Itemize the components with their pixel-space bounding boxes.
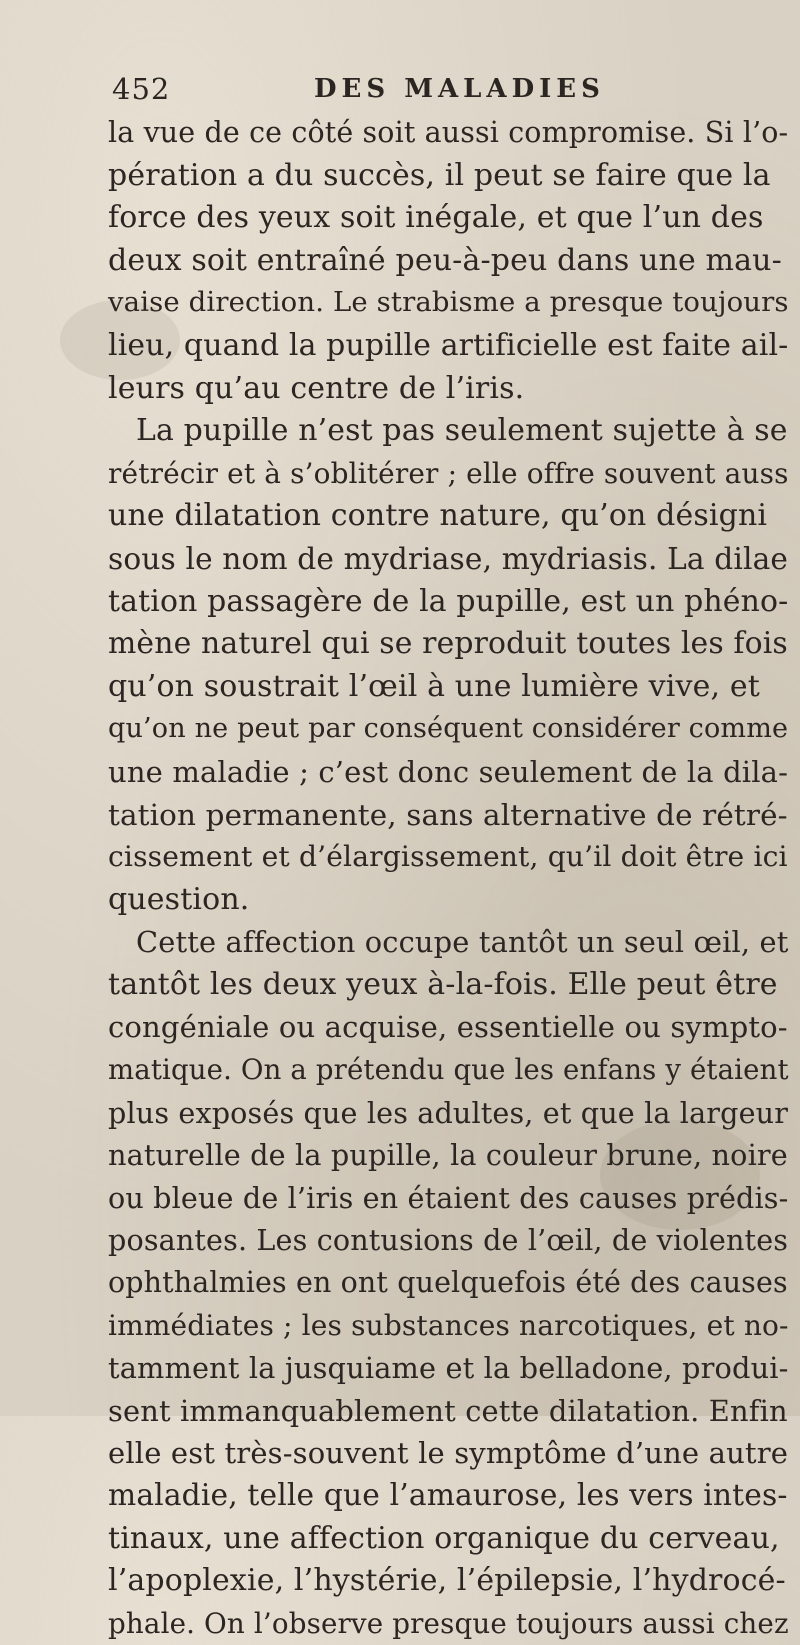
- text-line: cissement et d’élargissement, qu’il doit être ici: [108, 840, 788, 874]
- text-line: elle est très-souvent le symptôme d’une autre: [108, 1436, 789, 1471]
- text-line: force des yeux soit inégale, et que l’un des: [108, 200, 764, 236]
- text-line: matique. On a prétendu que les enfans y étaient: [108, 1054, 789, 1087]
- text-line: La pupille n’est pas seulement sujette à se: [136, 413, 788, 449]
- text-line: congéniale ou acquise, essentielle ou sympto-: [108, 1010, 788, 1045]
- text-line: une maladie ; c’est donc seulement de la dila-: [108, 754, 789, 789]
- text-line: sous le nom de mydriase, mydriasis. La dilae: [108, 541, 789, 576]
- text-line: sent immanquablement cette dilatation. Enfin: [108, 1393, 788, 1428]
- text-line: vaise direction. Le strabisme a presque toujours: [108, 287, 789, 319]
- text-line: ou bleue de l’iris en étaient des causes prédis-: [108, 1180, 789, 1215]
- text-line: la vue de ce côté soit aussi compromise. Si l’o-: [108, 116, 789, 149]
- text-line: lieu, quand la pupille artificielle est faite ail-: [108, 327, 789, 363]
- text-line: tantôt les deux yeux à-la-fois. Elle peut être: [108, 966, 778, 1002]
- running-title: DES MALADIES: [314, 74, 605, 104]
- text-line: leurs qu’au centre de l’iris.: [108, 370, 525, 406]
- text-line: mène naturel qui se reproduit toutes les fois: [108, 626, 788, 662]
- text-line: l’apoplexie, l’hystérie, l’épilepsie, l’hydrocé-: [108, 1563, 786, 1599]
- running-head: [112, 72, 772, 112]
- text-line: qu’on soustrait l’œil à une lumière vive, et: [108, 668, 760, 704]
- text-line: tation permanente, sans alternative de rétré-: [108, 797, 788, 832]
- text-line: deux soit entraîné peu-à-peu dans une mau-: [108, 242, 782, 278]
- text-line: tation passagère de la pupille, est un phéno-: [108, 583, 789, 619]
- text-line: rétrécir et à s’oblitérer ; elle offre souvent auss: [108, 456, 789, 490]
- text-line: une dilatation contre nature, qu’on désigni: [108, 498, 768, 534]
- text-line: maladie, telle que l’amaurose, les vers intes-: [108, 1478, 788, 1513]
- text-line: naturelle de la pupille, la couleur brune, noire: [108, 1138, 788, 1173]
- text-line: posantes. Les contusions de l’œil, de violentes: [108, 1223, 789, 1258]
- text-line: phale. On l’observe presque toujours aussi chez: [108, 1606, 789, 1640]
- text-line: qu’on ne peut par conséquent considérer comme: [108, 713, 789, 745]
- text-line: pération a du succès, il peut se faire que la: [108, 157, 771, 193]
- text-line: question.: [108, 881, 250, 917]
- text-line: plus exposés que les adultes, et que la largeur: [108, 1095, 789, 1130]
- text-line: immédiates ; les substances narcotiques, et no-: [108, 1308, 789, 1342]
- text-line: tinaux, une affection organique du cerveau,: [108, 1520, 780, 1556]
- text-line: Cette affection occupe tantôt un seul œil, et: [136, 925, 789, 960]
- text-line: tamment la jusquiame et la belladone, produi-: [108, 1351, 789, 1386]
- body-text: [108, 112, 800, 1645]
- page-number: 452: [112, 72, 171, 106]
- text-line: ophthalmies en ont quelquefois été des causes: [108, 1266, 788, 1300]
